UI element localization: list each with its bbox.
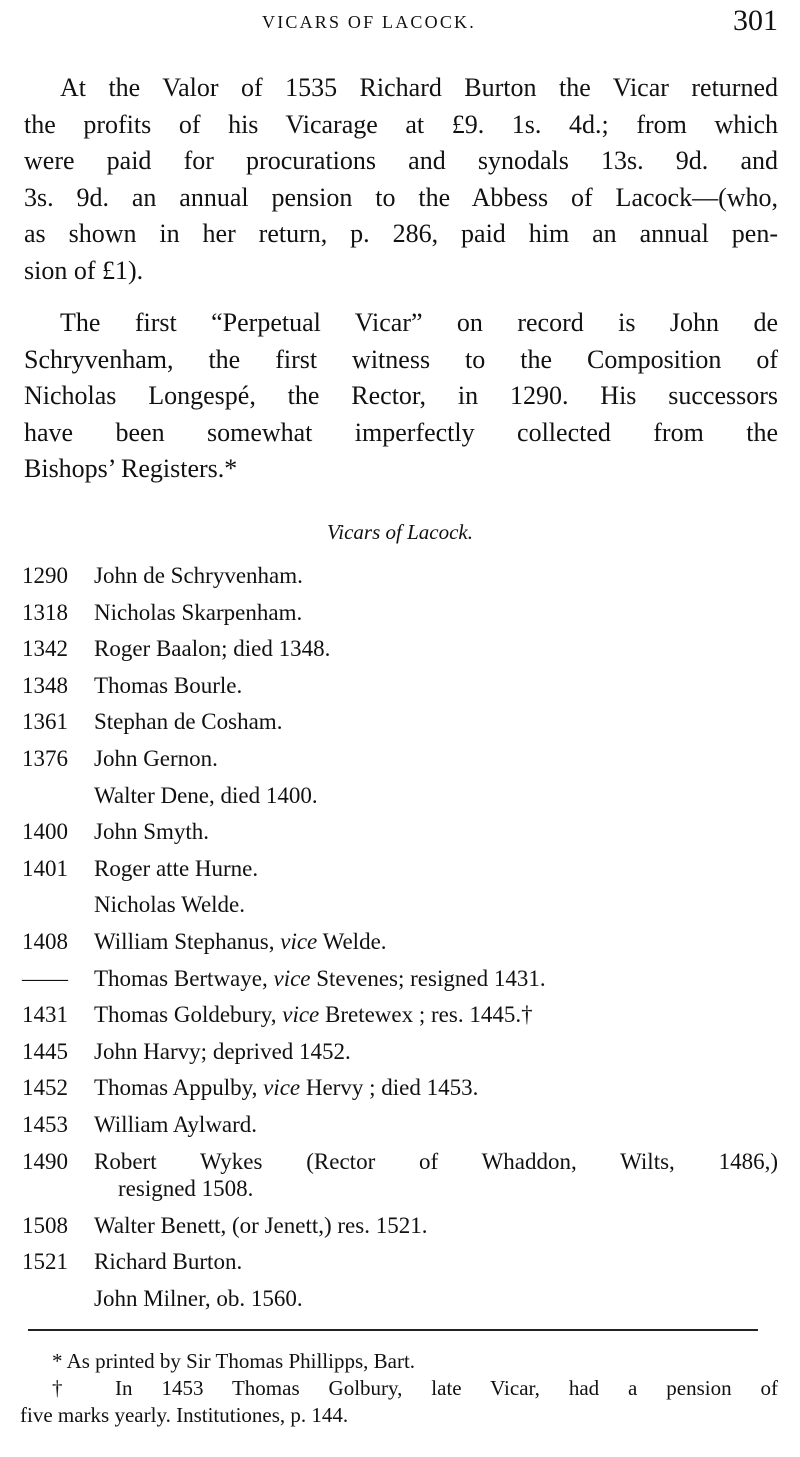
vicar-text: Thomas Bourle. [94, 672, 243, 698]
vice-italic: vice [263, 1075, 301, 1101]
list-item [22, 964, 778, 1001]
text-line: Schryvenham, the first witness to the Composition of [24, 344, 778, 374]
text-line: were paid for procurations and synodals 13s. 9d. and [24, 146, 778, 176]
vicar-text: John Harvy; deprived 1452. [94, 1038, 351, 1064]
year: 1445 [22, 1038, 68, 1064]
list-item [22, 671, 778, 708]
list-item [22, 854, 778, 891]
vicar-text: John Milner, ob. 1560. [94, 1285, 303, 1311]
vicar-detail: Bretewex ; res. 1445.† [319, 1002, 533, 1028]
footnote-divider [28, 1329, 758, 1331]
list-item [22, 817, 778, 854]
vice-italic: vice [273, 965, 311, 991]
vicar-text: John de Schryvenham. [94, 563, 303, 588]
text-line: as shown in her return, p. 286, paid him an annual pen- [24, 219, 778, 249]
footnote-continuation: five marks yearly. Institutiones, p. 144. [20, 1403, 349, 1427]
text-line: Bishops’ Registers.* [24, 454, 238, 484]
list-item [22, 1110, 778, 1147]
text-line: sion of £1). [24, 255, 144, 285]
year: 1376 [22, 745, 68, 771]
vicars-list [22, 561, 778, 1320]
year: 1452 [22, 1075, 68, 1101]
footnote: * As printed by Sir Thomas Phillipps, Bart. [52, 1349, 416, 1373]
year: 1348 [22, 672, 68, 698]
text-line: Nicholas Longespé, the Rector, in 1290. His successors [24, 381, 778, 411]
year: 1521 [22, 1249, 68, 1275]
vicar-name: Thomas Bertwaye, [94, 965, 274, 991]
footnote: † In 1453 Thomas Golbury, late Vicar, had a pension of [52, 1376, 778, 1400]
vicar-name: Thomas Goldebury, [94, 1002, 283, 1028]
page-number: 301 [733, 4, 778, 37]
vicar-detail: Stevenes; resigned 1431. [310, 965, 546, 991]
list-item [22, 1000, 778, 1037]
list-item [22, 1037, 778, 1074]
year: 1431 [22, 1002, 68, 1028]
vicar-text [94, 1073, 478, 1103]
running-title: VICARS OF LACOCK. [262, 12, 476, 32]
list-item [22, 744, 778, 781]
list-item [22, 1073, 778, 1110]
year: 1342 [22, 636, 68, 662]
list-item [22, 598, 778, 635]
year: 1408 [22, 928, 68, 954]
year-dash: —— [22, 965, 68, 991]
vicar-text-continuation: resigned 1508. [118, 1175, 254, 1201]
vicar-text: Nicholas Welde. [94, 892, 246, 918]
vicar-text: Roger Baalon; died 1348. [94, 636, 331, 662]
list-caption: Vicars of Lacock. [327, 520, 473, 544]
text-line: have been somewhat imperfectly collected from the [24, 417, 778, 447]
list-item [22, 927, 778, 964]
vicar-text: Walter Dene, died 1400. [94, 782, 318, 808]
year: 1290 [22, 563, 68, 588]
footnotes [20, 1348, 778, 1429]
text-line: 3s. 9d. an annual pension to the Abbess of Lacock—(who, [24, 182, 778, 212]
list-item [22, 561, 778, 598]
vicar-text: Nicholas Skarpenham. [94, 599, 303, 625]
running-header [0, 4, 800, 44]
vicar-text: John Smyth. [94, 819, 210, 845]
year: 1400 [22, 819, 68, 845]
year: 1401 [22, 855, 68, 881]
vicar-name: William Stephanus, [94, 928, 281, 954]
list-item [22, 1284, 778, 1321]
paragraph-perpetual-vicar [24, 305, 778, 488]
list-item [22, 1147, 778, 1211]
vicar-detail: Welde. [317, 928, 387, 954]
list-item [22, 1247, 778, 1284]
vicar-text: Robert Wykes (Rector of Whaddon, Wilts, 1486,) [94, 1148, 778, 1174]
vicar-text: Roger atte Hurne. [94, 855, 259, 881]
text-line: the profits of his Vicarage at £9. 1s. 4d.; from which [24, 109, 778, 139]
year: 1361 [22, 709, 68, 735]
paragraph-valor [24, 70, 778, 290]
year: 1490 [22, 1148, 68, 1174]
vicar-text: Stephan de Cosham. [94, 709, 283, 735]
vice-italic: vice [282, 1002, 320, 1028]
text-line: The first “Perpetual Vicar” on record is John de [60, 308, 778, 337]
year: 1508 [22, 1212, 68, 1238]
list-item [22, 890, 778, 927]
vicar-text: John Gernon. [94, 745, 218, 771]
vicar-text [94, 927, 387, 957]
vicar-text: Walter Benett, (or Jenett,) res. 1521. [94, 1212, 428, 1238]
vicar-text [94, 1000, 533, 1030]
vice-italic: vice [280, 928, 318, 954]
year: 1318 [22, 599, 68, 625]
vicar-text [94, 964, 546, 994]
vicar-text: Richard Burton. [94, 1249, 243, 1275]
list-item [22, 781, 778, 818]
list-item [22, 634, 778, 671]
vicar-name: Thomas Appulby, [94, 1075, 264, 1101]
year: 1453 [22, 1111, 68, 1137]
list-item [22, 1211, 778, 1248]
vicar-detail: Hervy ; died 1453. [300, 1075, 479, 1101]
list-item [22, 707, 778, 744]
vicar-text: William Aylward. [94, 1111, 258, 1137]
text-line: At the Valor of 1535 Richard Burton the Vicar returned [60, 73, 778, 102]
